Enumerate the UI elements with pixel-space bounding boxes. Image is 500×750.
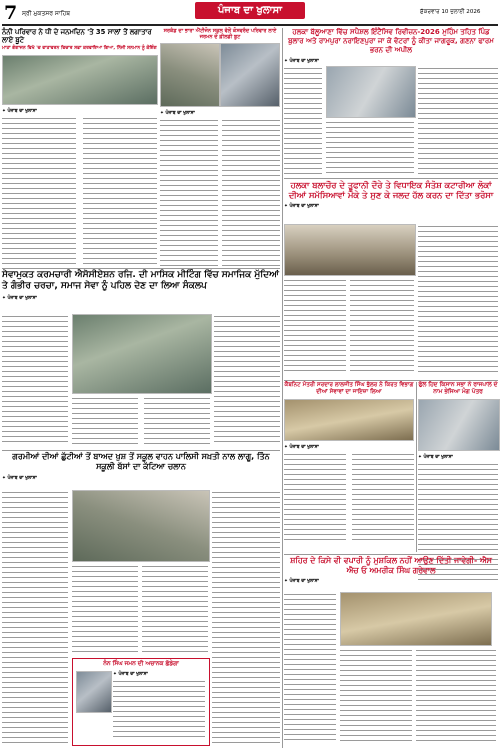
page-number: 7 <box>4 2 18 24</box>
article-top-left <box>2 28 157 268</box>
body-text <box>142 564 208 654</box>
body-text <box>160 118 218 266</box>
news-photo <box>284 224 416 276</box>
body-text <box>222 118 280 266</box>
news-photo <box>418 399 500 451</box>
body-text <box>284 452 346 542</box>
body-text <box>2 314 68 444</box>
body-text <box>284 66 322 174</box>
news-photo <box>72 490 210 562</box>
news-photo <box>2 55 158 105</box>
boxed-news-item <box>72 658 210 746</box>
body-text <box>212 490 280 744</box>
news-photo <box>284 399 414 441</box>
subhead: ਮਾਤਾ ਗੰਗਾਜਨ ਵਿਖੇ 'ਚ ਵਾਤਾਵਰਨ ਵਿਚਾਰ ਸਭਾ ਕਰਵਾਇਆ ਗਿਆ, ਨਿੱਜੀ ਸਨਮਾਨ ਨੂੰ ਕੋਇੰਗ <box>2 46 157 51</box>
byline: ✦ ਪੰਜਾਬ ਦਾ ਖੁਲਾਸਾ <box>418 455 453 460</box>
article-mid-left <box>2 270 280 450</box>
body-text <box>352 452 414 542</box>
article-school-van <box>2 452 280 748</box>
headline: ਸਰਕੰਡ ਦਾ ਭਾਰਾ ਐਂਟੀਜੋਨ ਸਕੂਲ ਵੱਲੋਂ ਕੋਸਵਰੰਦ ਪਰਿਵਾਰ ਲਾਏ ਜਰਮਨ ਦੇ ਫ਼ੀਲਡੀ ਬੂਟ <box>163 28 277 40</box>
body-text <box>418 224 498 374</box>
news-photo <box>72 314 212 394</box>
article-minister <box>284 382 414 552</box>
headline: ਕੈਬਨਿਟ ਮੰਤਰੀ ਸਰਦਾਰ ਲਾਲਜੀਤ ਸਿੰਘ ਭੁੱਲਰ ਨੇ ਕਿਰਤ ਵਿਭਾਗ ਦੀਆਂ ਸੇਵਾਵਾਂ ਦਾ ਜਾਇਜ਼ਾ ਲਿਆ <box>284 382 414 395</box>
byline: ✦ ਪੰਜਾਬ ਦਾ ਖੁਲਾਸਾ <box>284 579 319 584</box>
news-photo <box>160 43 220 107</box>
headline: ਸ਼ਹਿਰ ਦੇ ਕਿਸੇ ਵੀ ਵਪਾਰੀ ਨੂੰ ਮੁਸ਼ਕਿਲ ਨਹੀਂ ਆਉਣ ਦਿੱਤੀ ਜਾਵੇਗੀ- ਐਸ ਐਚ ਓ ਅਮਰੀਕ ਸਿੰਘ ਗਰੇਵਾਲ <box>290 556 492 575</box>
body-text <box>83 116 157 266</box>
byline: ✦ ਪੰਜਾਬ ਦਾ ਖੁਲਾਸਾ <box>284 59 319 64</box>
body-text <box>2 116 76 266</box>
headline: ਗਰਮੀਆਂ ਦੀਆਂ ਛੁੱਟੀਆਂ ਤੋਂ ਬਾਅਦ ਖੁਸ਼ ਤੋਂ ਸਕੂਲ ਵਾਹਨ ਪਾਲਿਸੀ ਸਖ਼ਤੀ ਨਾਲ ਲਾਗੂ, ਤਿੰਨ ਸਕੂਲੀ ਬੱਸਾਂ ਦਾ ਕੱਟਿਆ ਚਲਾਨ <box>12 452 270 471</box>
news-photo <box>326 66 416 118</box>
body-text <box>350 278 414 374</box>
body-text <box>326 120 414 174</box>
body-text <box>284 278 346 374</box>
body-text <box>214 314 280 444</box>
news-photo <box>76 671 112 713</box>
byline: ✦ ਪੰਜਾਬ ਦਾ ਖੁਲਾਸਾ <box>2 108 37 114</box>
article-top-center <box>160 28 280 268</box>
issue-date: ਸ਼ੁੱਕਰਵਾਰ 10 ਜੁਲਾਈ 2026 <box>420 9 481 15</box>
article-kisan-sabha <box>418 382 498 582</box>
body-text <box>144 396 210 444</box>
headline: ਹਲਕਾ ਬੱਲੂਆਣਾ ਵਿੱਚ ਸਪੈਸ਼ਲ ਇੰਟੈਂਸਿਵ ਰਿਵੀਜ਼ਨ-2026 ਮੁਹਿੰਮ ਤਹਿਤ ਪਿੰਡ ਬੁਲਾਰ ਅਤੇ ਰਾਮਪੁਰਾ ਨਰਾਇਣਪੁਰਾ ਜਾ ਕੇ ਵੋਟਰਾਂ ਨੂੰ ਕੀਤਾ ਜਾਗਰੂਕ, ਗਣਨਾ ਫਾਰਮ ਭਰਨ ਦੀ ਅਪੀਲ <box>288 28 494 54</box>
byline: ✦ ਪੰਜਾਬ ਦਾ ਖੁਲਾਸਾ <box>2 476 37 481</box>
article-mid-right <box>284 180 498 380</box>
byline: ✦ ਪੰਜਾਬ ਦਾ ਖੁਲਾਸਾ <box>284 204 319 209</box>
body-text <box>340 648 412 744</box>
headline: ਨੰਨ ਸਿੰਘ ਜਮਨ ਦੀ ਅਚਾਨਕ ਛੱਡੇਗਾ <box>103 661 179 667</box>
news-photo <box>340 592 492 646</box>
body-text <box>113 679 205 741</box>
column-rule <box>416 382 417 552</box>
byline: ✦ ਪੰਜਾਬ ਦਾ ਖੁਲਾਸਾ <box>2 296 37 301</box>
headline: ਸੇਵਾਮੁਕਤ ਕਰਮਚਾਰੀ ਐਸੋਸੀਏਸ਼ਨ ਰਜਿ. ਦੀ ਮਾਸਿਕ ਮੀਟਿੰਗ ਵਿੱਚ ਸਮਾਜਿਕ ਮੁੱਦਿਆਂ ਤੇ ਗੰਭੀਰ ਚਰਚਾ, ਸਮਾਜ ਸੇਵਾ ਨੂੰ ਪਹਿਲ ਦੇਣ ਦਾ ਲਿਆ ਸੰਕਲਪ <box>2 270 279 291</box>
byline: ✦ ਪੰਜਾਬ ਦਾ ਖੁਲਾਸਾ <box>113 672 148 677</box>
masthead <box>0 0 500 30</box>
body-text <box>418 66 498 174</box>
byline: ✦ ਪੰਜਾਬ ਦਾ ਖੁਲਾਸਾ <box>284 445 319 450</box>
news-photo <box>220 43 280 107</box>
section-title: ਪੰਜਾਬ ਦਾ ਖੁਲਾਸਾ <box>217 5 282 16</box>
column-rule <box>282 28 283 748</box>
article-top-right <box>284 28 498 178</box>
column-rule <box>2 450 280 451</box>
article-sho <box>284 556 498 748</box>
section-title-banner <box>195 2 305 19</box>
body-text <box>72 564 138 654</box>
column-rule <box>284 554 498 555</box>
column-rule <box>284 380 498 381</box>
body-text <box>416 648 496 744</box>
body-text <box>2 490 68 744</box>
byline: ✦ ਪੰਜਾਬ ਦਾ ਖੁਲਾਸਾ <box>160 111 195 116</box>
column-rule <box>2 268 280 269</box>
paper-name: ਸ੍ਰੀ ਮੁਕਤਸਰ ਸਾਹਿਬ <box>22 10 71 17</box>
body-text <box>284 592 336 744</box>
masthead-rule <box>2 24 498 26</box>
headline: ਨੰਨੀ ਪਰਿਵਾਰ ਨੇ ਧੀ ਦੇ ਜਨਮਦਿਨ 'ਤੇ 35 ਸਾਲਾਂ ਤੋਂ ਲਗਾਤਾਰ ਲਾਏ ਬੂਟੇ <box>2 28 152 44</box>
body-text <box>72 396 138 444</box>
headline: ਫੁੱਲ ਹਿਦ ਕਿਸਾਨ ਸਭਾ ਨੇ ਰਾਜਪਾਲ ਦੇ ਨਾਮ ਭੇਜਿਆ ਮੰਗ ਪੱਤਰ <box>418 382 498 395</box>
column-rule <box>284 178 498 179</box>
headline: ਹਲਕਾ ਬਲਾਚੌਰ ਦੇ ਤੂਫਾਨੀ ਦੌਰੇ ਤੇ ਵਿਧਾਇਕ ਸੰਤੋਸ਼ ਕਟਾਰੀਆ ਲੋਕਾਂ ਦੀਆਂ ਸਮੱਸਿਆਵਾਂ ਮੌਕੇ ਤੇ ਸੁਣ ਕੇ ਜਲਦ ਹੱਲ ਕਰਨ ਦਾ ਦਿੱਤਾ ਭਰੋਸਾ <box>288 180 494 200</box>
